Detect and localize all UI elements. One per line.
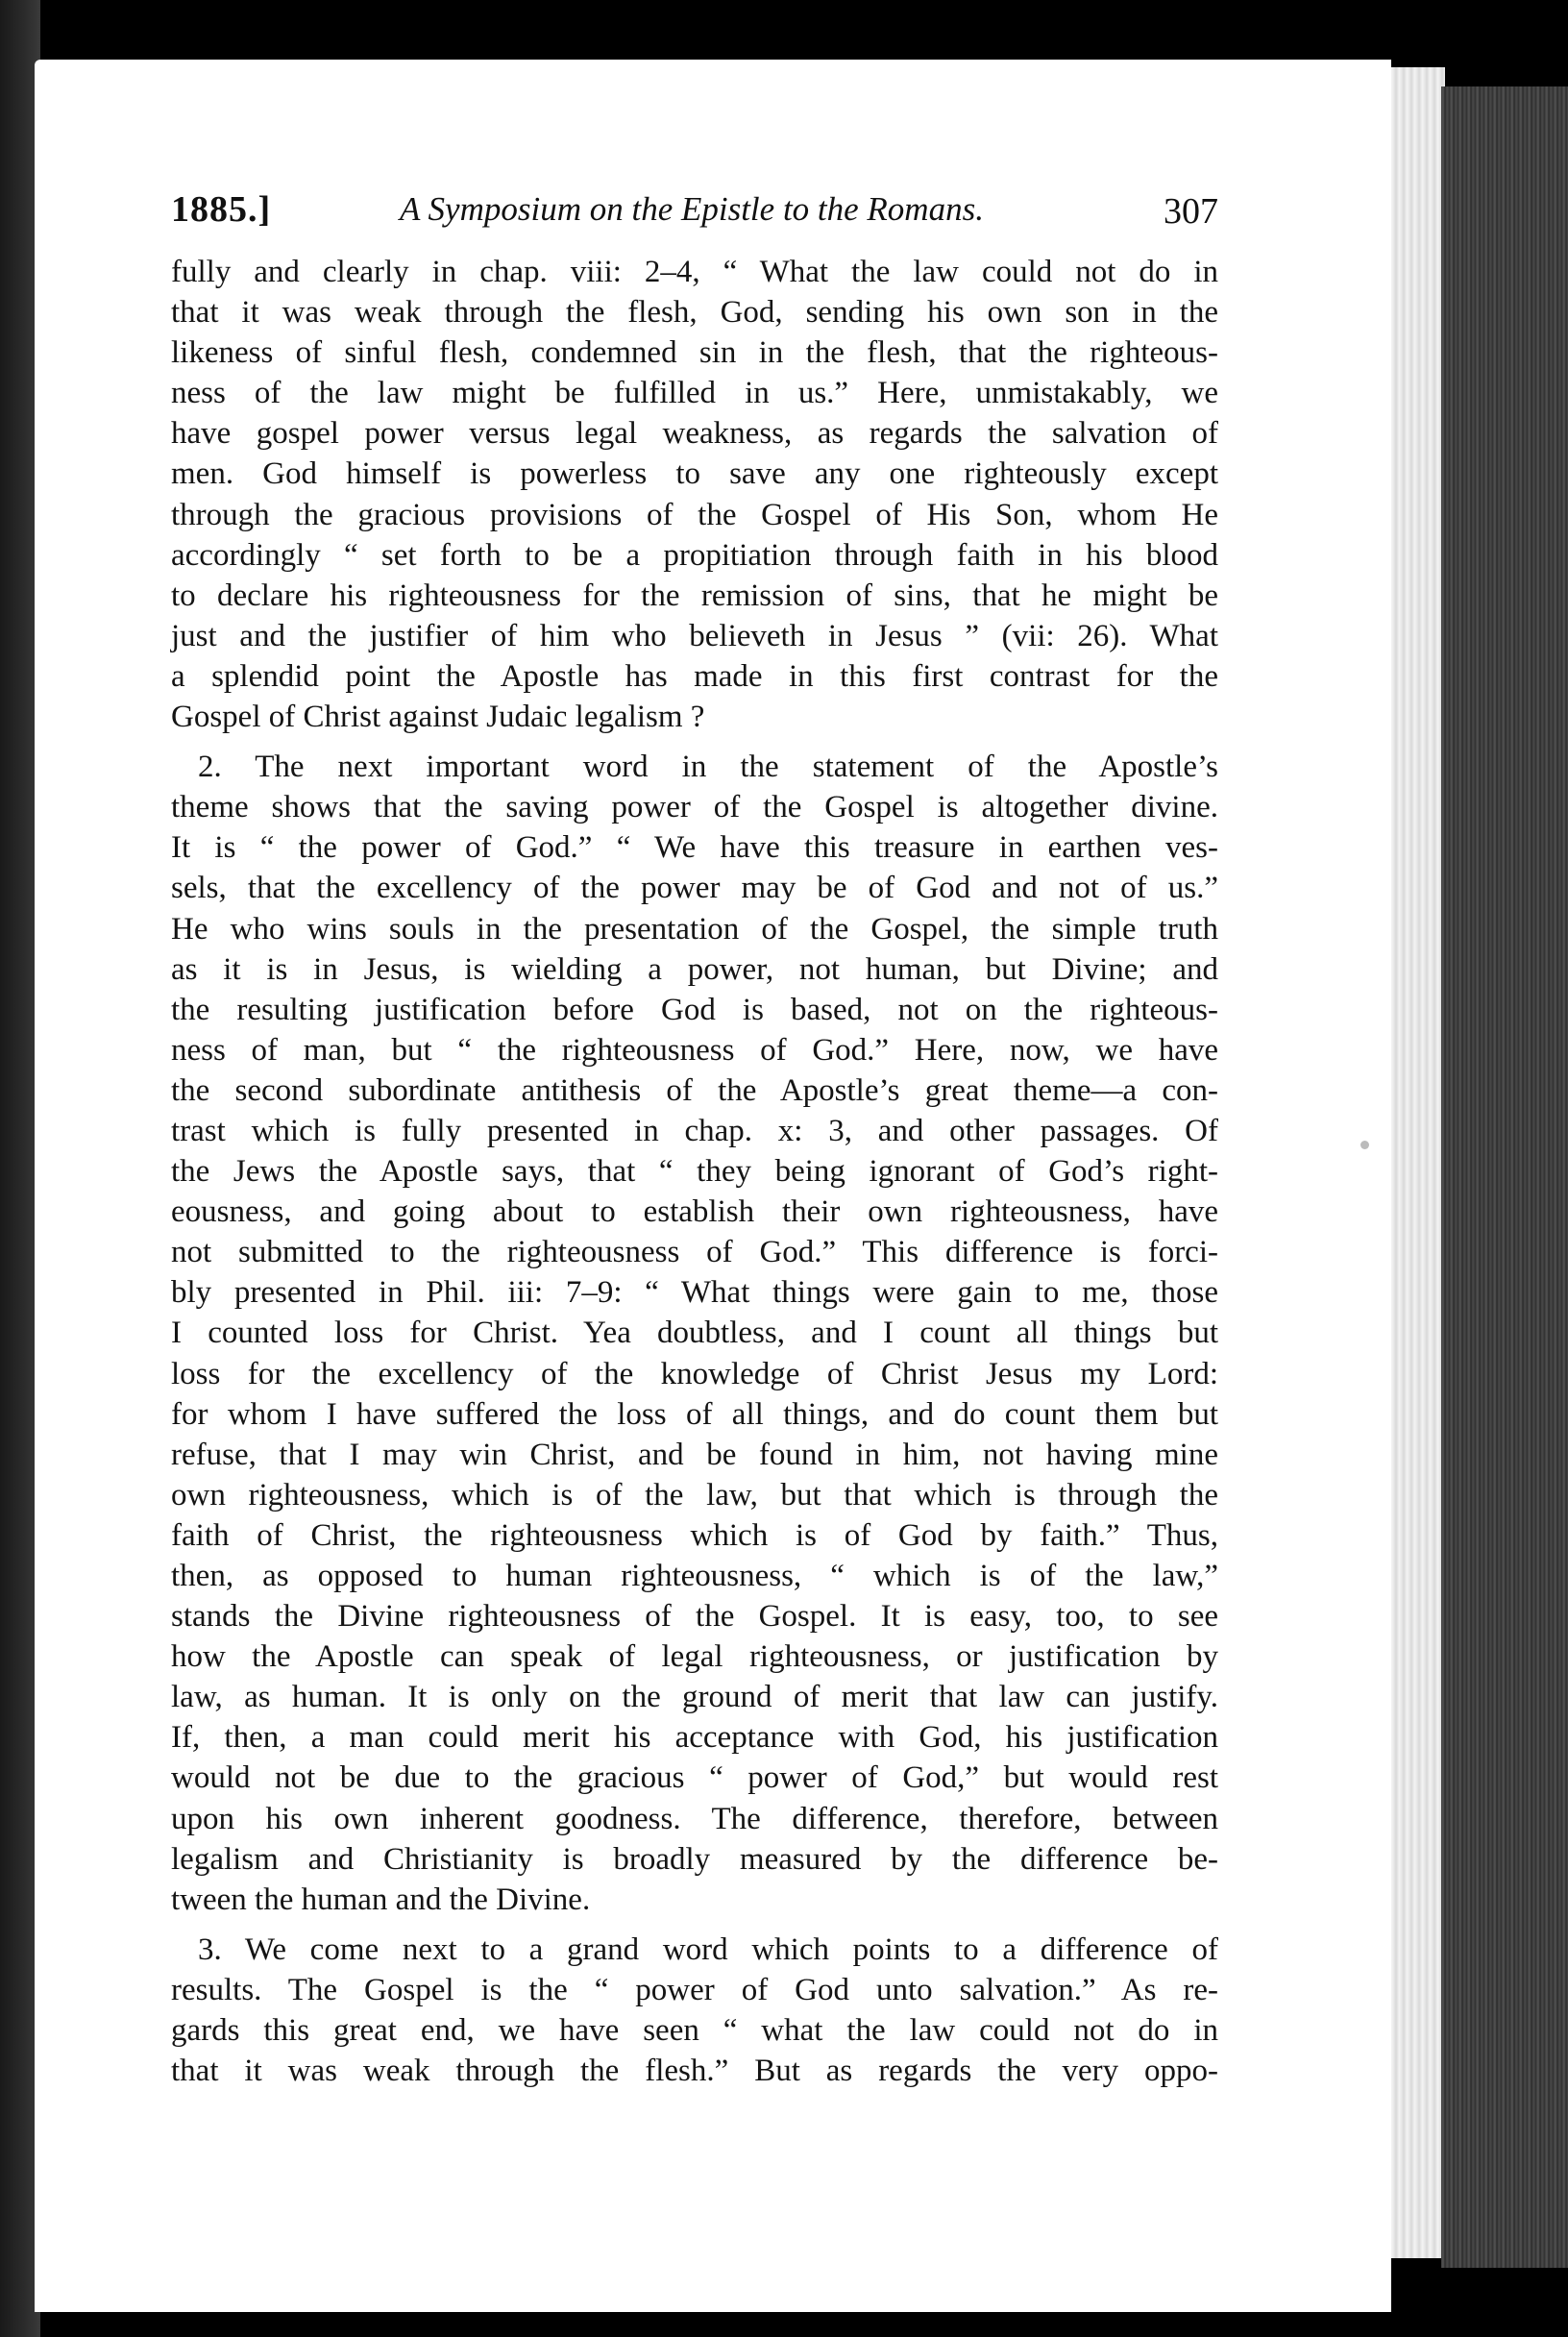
page-stack-edge: [1384, 67, 1445, 2258]
text-line: then, as opposed to human righteousness, “ which is of the law,”: [171, 1559, 1218, 1593]
page-number: 307: [1164, 191, 1218, 232]
text-line: If, then, a man could merit his acceptance with God, his justification: [171, 1720, 1218, 1756]
header-title: A Symposium on the Epistle to the Romans.: [400, 190, 984, 228]
text-line: ness of man, but “ the righteousness of God.” Here, now, we have: [171, 1032, 1218, 1068]
text-line: trast which is fully presented in chap. x: 3, and other passages. Of: [171, 1113, 1218, 1148]
text-line: I counted loss for Christ. Yea doubtless, and I count all things but: [171, 1316, 1218, 1351]
text-line: accordingly “ set forth to be a propitiation through faith in his blood: [171, 537, 1218, 573]
text-line: law, as human. It is only on the ground of merit that law can justify.: [171, 1680, 1218, 1715]
text-line: fully and clearly in chap. viii: 2–4, “ What the law could not do in: [171, 255, 1218, 289]
text-line: have gospel power versus legal weakness, as regards the salvation of: [171, 416, 1218, 452]
text-line: a splendid point the Apostle has made in this first contrast for the: [171, 658, 1218, 694]
text-line: results. The Gospel is the “ power of God unto salvation.” As re-: [171, 1972, 1218, 2007]
running-header: [171, 188, 1218, 246]
page-speck: [1360, 1141, 1369, 1149]
text-line: bly presented in Phil. iii: 7–9: “ What things were gain to me, those: [171, 1275, 1218, 1311]
paragraph-start-line: 3. We come next to a grand word which points to a difference of: [198, 1931, 1218, 1967]
text-line: the second subordinate antithesis of the Apostle’s great theme—a con-: [171, 1072, 1218, 1108]
text-line: loss for the excellency of the knowledge of Christ Jesus my Lord:: [171, 1356, 1218, 1391]
text-line: ness of the law might be fulfilled in us.” Here, unmistakably, we: [171, 376, 1218, 411]
page-body: [171, 252, 1218, 2091]
text-line: men. God himself is powerless to save any one righteously except: [171, 456, 1218, 492]
text-line: upon his own inherent goodness. The difference, therefore, between: [171, 1801, 1218, 1836]
text-line: the resulting justification before God is based, not on the righteous-: [171, 992, 1218, 1027]
text-line: own righteousness, which is of the law, but that which is through the: [171, 1477, 1218, 1513]
text-line: how the Apostle can speak of legal righteousness, or justification by: [171, 1639, 1218, 1675]
text-line: through the gracious provisions of the Gospel of His Son, whom He: [171, 497, 1218, 532]
text-line: for whom I have suffered the loss of all things, and do count them but: [171, 1396, 1218, 1432]
text-line: just and the justifier of him who believeth in Jesus ” (vii: 26). What: [171, 618, 1218, 653]
text-line: eousness, and going about to establish their own righteousness, have: [171, 1194, 1218, 1230]
text-line: It is “ the power of God.” “ We have this treasure in earthen ves-: [171, 830, 1218, 866]
book-fore-edge: [1441, 86, 1568, 2268]
text-line: He who wins souls in the presentation of the Gospel, the simple truth: [171, 911, 1218, 947]
header-year: 1885.]: [171, 189, 272, 230]
text-line: stands the Divine righteousness of the Gospel. It is easy, too, to see: [171, 1599, 1218, 1635]
text-line: not submitted to the righteousness of God.” This difference is forci-: [171, 1235, 1218, 1270]
text-line: refuse, that I may win Christ, and be found in him, not having mine: [171, 1437, 1218, 1472]
text-line: that it was weak through the flesh, God, sending his own son in the: [171, 295, 1218, 331]
text-line: to declare his righteousness for the remission of sins, that he might be: [171, 578, 1218, 613]
text-line: the Jews the Apostle says, that “ they being ignorant of God’s right-: [171, 1154, 1218, 1190]
text-line: gards this great end, we have seen “ what the law could not do in: [171, 2013, 1218, 2049]
text-line: theme shows that the saving power of the Gospel is altogether divine.: [171, 790, 1218, 825]
text-line: sels, that the excellency of the power may be of God and not of us.”: [171, 871, 1218, 906]
text-line: legalism and Christianity is broadly measured by the difference be-: [171, 1841, 1218, 1877]
text-line: would not be due to the gracious “ power of God,” but would rest: [171, 1760, 1218, 1796]
text-line: likeness of sinful flesh, condemned sin in the flesh, that the righteous-: [171, 335, 1218, 371]
text-line: as it is in Jesus, is wielding a power, not human, but Divine; and: [171, 951, 1218, 987]
text-line: tween the human and the Divine.: [171, 1882, 591, 1917]
text-line: faith of Christ, the righteousness which is of God by faith.” Thus,: [171, 1517, 1218, 1553]
paragraph-start-line: 2. The next important word in the statement of the Apostle’s: [198, 750, 1218, 785]
text-line: that it was weak through the flesh.” But as regards the very oppo-: [171, 2054, 1218, 2089]
text-line: Gospel of Christ against Judaic legalism ?: [171, 700, 705, 735]
